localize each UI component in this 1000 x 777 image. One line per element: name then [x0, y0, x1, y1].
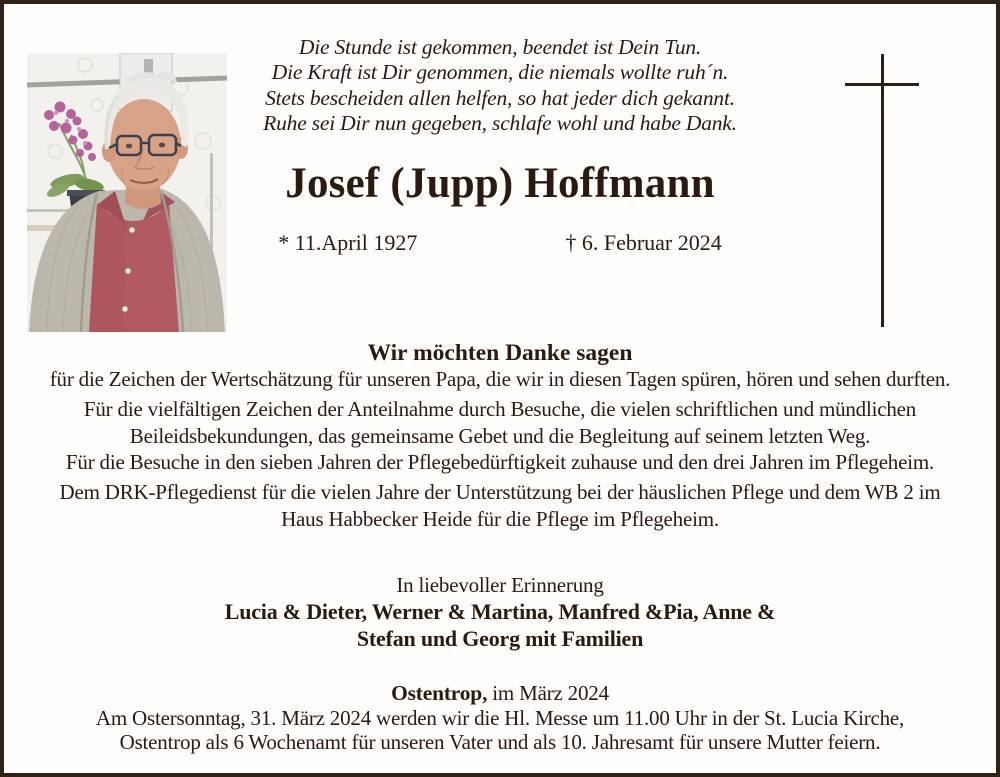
- poem-line: Die Kraft ist Dir genommen, die niemals wollte ruh´n.: [271, 60, 729, 85]
- thanks-line: Für die vielfältigen Zeichen der Anteilnahme durch Besuche, die vielen schriftlichen und mündlichen: [83, 397, 917, 421]
- poem-line: Stets bescheiden allen helfen, so hat jeder dich gekannt.: [265, 85, 735, 110]
- death-date: † 6. Februar 2024: [565, 230, 722, 255]
- life-dates: [4, 230, 996, 256]
- thanks-line: Beileidsbekundungen, das gemeinsame Gebet und die Begleitung auf seinem letzten Weg.: [129, 423, 871, 448]
- thanks-heading: Wir möchten Danke sagen: [367, 340, 633, 366]
- memorial-poem: [4, 35, 996, 137]
- remembrance-intro: In liebevoller Erinnerung: [396, 573, 604, 597]
- thanks-line: für die Zeichen der Wertschätzung für unseren Papa, die wir in diesen Tagen spüren, hören und sehen durften.: [49, 367, 951, 391]
- thanks-paragraph: [4, 366, 996, 393]
- family-names-line: Lucia & Dieter, Werner & Martina, Manfred &Pia, Anne &: [224, 599, 776, 624]
- poem-line: Die Stunde ist gekommen, beendet ist Dein Tun.: [298, 35, 702, 59]
- thanks-line: Für die Besuche in den sieben Jahren der Pflegebedürftigkeit zuhause und den drei Jahren im Pflegeheim.: [65, 450, 935, 474]
- thanks-line: Haus Habbecker Heide für die Pflege im Pflegeheim.: [281, 506, 719, 531]
- announcement-line: Ostentrop als 6 Wochenamt für unseren Vater und als 10. Jahresamt für unsere Mutter feiern.: [119, 730, 881, 755]
- remembrance-section: [4, 572, 996, 652]
- thanks-paragraph: [4, 479, 996, 532]
- footer-place: Ostentrop,: [391, 681, 488, 705]
- announcement-line: Am Ostersonntag, 31. März 2024 werden wir die Hl. Messe um 11.00 Uhr in der St. Lucia Kirche,: [95, 705, 905, 730]
- birth-date: * 11.April 1927: [278, 230, 418, 255]
- place-date-line: [4, 681, 996, 706]
- thanks-paragraph: [4, 449, 996, 476]
- family-names-line: Stefan und Georg mit Familien: [356, 626, 644, 651]
- footer-date: im März 2024: [487, 681, 609, 705]
- deceased-name: Josef (Jupp) Hoffmann: [285, 160, 715, 207]
- poem-line: Ruhe sei Dir nun gegeben, schlafe wohl und habe Dank.: [263, 111, 737, 136]
- footer-section: [4, 681, 996, 755]
- thanks-paragraph: [4, 396, 996, 449]
- thanks-line: Dem DRK-Pflegedienst für die vielen Jahre der Unterstützung bei der häuslichen Pflege und dem WB 2 im: [59, 480, 941, 504]
